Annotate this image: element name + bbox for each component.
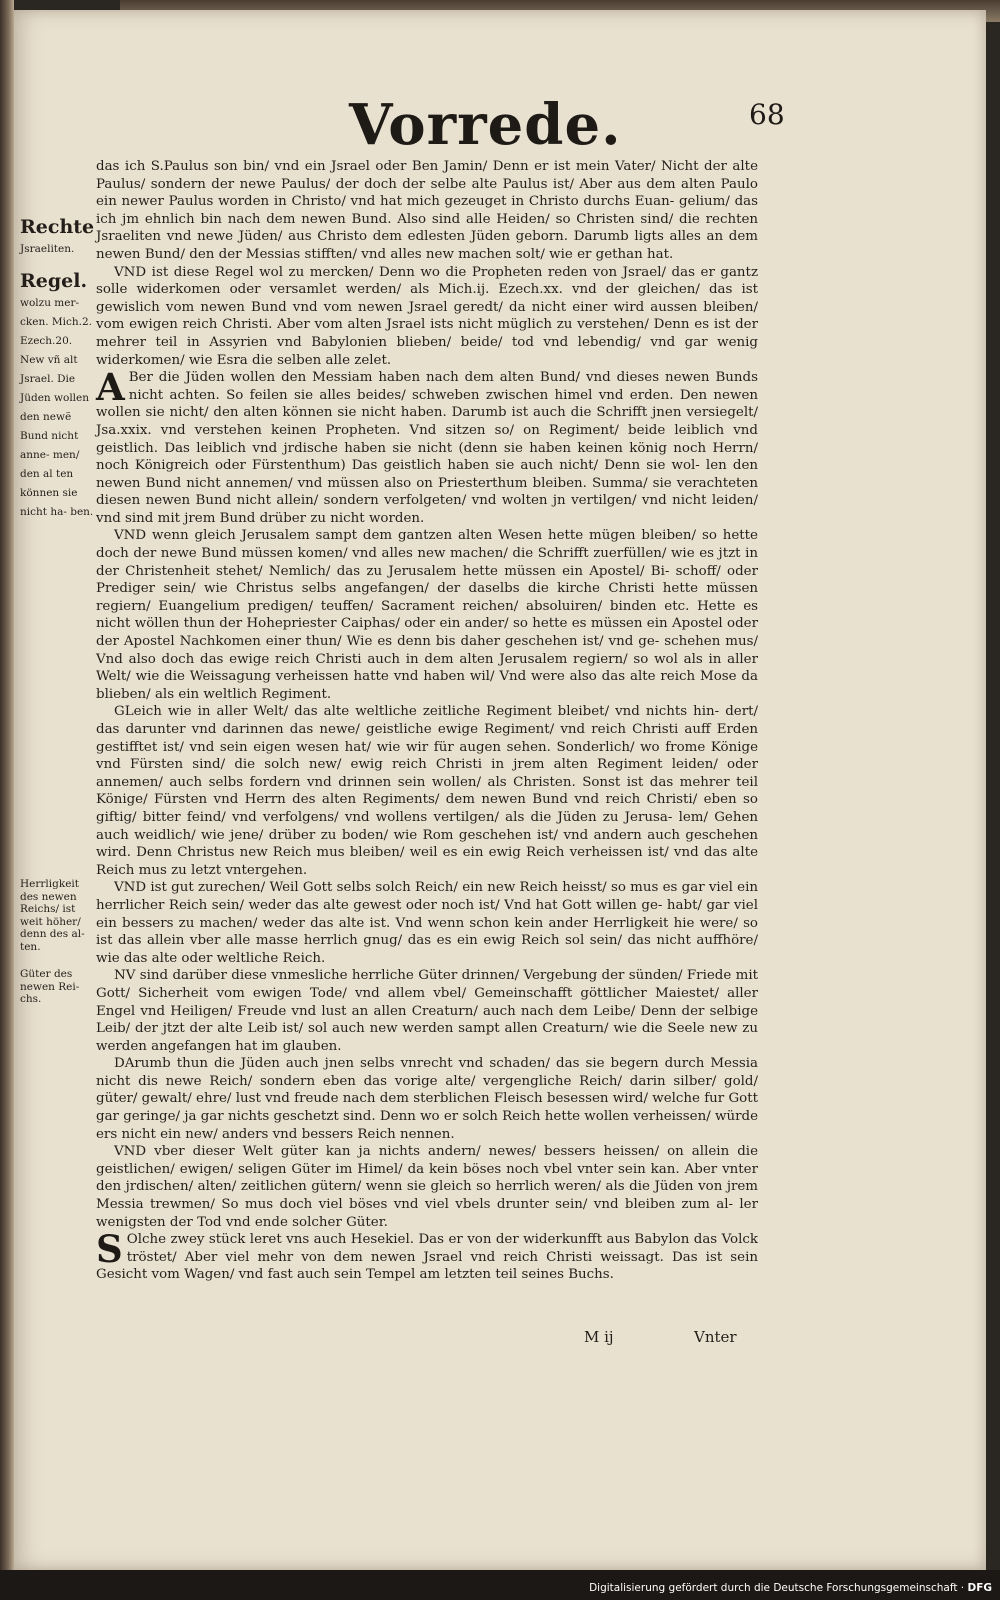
paragraph-text: Ber die Jüden wollen den Messiam haben nach dem alten Bund/ vnd dieses newen Bunds nicht achten. So feilen sie alles beides/ schweben zwischen himel vnd erden. Den newen wollen sie nicht/ den alten können sie nicht haben. Darumb ist auch die Schrifft jnen versiegelt/ Jsa.xxix. vnd verstehen keinen Propheten. Vnd sitzen so/ on Regiment/ beide leiblich vnd geistlich. Das leiblich vnd jrdische haben sie nicht (denn sie haben keinen könig noch Herrn/ noch Königreich oder Fürstenthum) Das geistlich haben sie auch nicht/ Denn sie wol- len den newen Bund nicht annemen/ vnd müssen also on Priesterthum bleiben. Summa/ sie verachteten diesen newen Bund nicht allein/ sondern verfolgeten/ vnd wolten jn vertilgen/ vnd nicht leiden/ vnd sind mit jrem Bund drüber zu nicht worden. (96, 370, 758, 526)
paragraph: VND wenn gleich Jerusalem sampt dem gantzen alten Wesen hette mügen bleiben/ so hette doch der newe Bund müssen komen/ vnd alles new machen/ die Schrifft zuerfüllen/ wie es jtzt in der Christenheit stehet/ Nemlich/ das zu Jerusalem hette müssen ein Apostel/ Bi- schoff/ oder Prediger sein/ wie Christus selbs angefangen/ der daselbs die kirche Christi hette müssen regiern/ Euangelium predigen/ teuffen/ Sacrament reichen/ absoluiren/ binden etc. Hette es nicht wöllen thun der Hohepriester Caiphas/ oder ein ander/ so hette es müssen ein Apostel oder der Apostel Nachkomen einer thun/ Wie es denn bis daher geschehen ist/ vnd ge- schehen mus/ Vnd also doch das ewige reich Christi auch in dem alten Jerusalem regiern/ so wol als in aller Welt/ wie die Weissagung verheissen hatte vnd haben wil/ Vnd were also das alte reich Mose da blieben/ als ein weltlich Regiment. (96, 528, 758, 702)
digitization-credit (589, 1582, 992, 1594)
drop-initial: A (96, 365, 125, 410)
margin-note-regel (20, 272, 96, 519)
page-header (14, 88, 986, 168)
paragraph-text: Olche zwey stück leret vns auch Hesekiel. Das er von der widerkunfft aus Babylon das Volck tröstet/ Aber viel mehr von dem newen Jsrael vnd reich Christi weissagt. Das ist sein Gesicht vom Wagen/ vnd fast auch sein Tempel am letzten teil seines Buchs. (96, 1232, 758, 1283)
margin-note-gueter: Güter des newen Rei- chs. (20, 968, 80, 1005)
paragraph-with-initial (96, 365, 758, 527)
margin-note-sub: Jsraeliten. (20, 243, 75, 255)
paragraph: VND vber dieser Welt güter kan ja nichts andern/ newes/ bessers heissen/ on allein die geistlichen/ ewigen/ seligen Güter im Himel/ da kein böses noch vbel vnter sein kan. Aber vnter den jrdischen/ alten/ zeitlichen gütern/ wenn sie gleich so herrlich weren/ als die Jüden von jrem Messia trewmen/ So mus doch viel böses vnd viel vbels drunter sein/ vnd bleiben zum al- ler wenigsten der Tod vnd ende solcher Güter. (96, 1144, 758, 1230)
page-number: 68 (749, 98, 785, 131)
credit-text: Digitalisierung gefördert durch die Deutsche Forschungsgemeinschaft · (589, 1582, 968, 1594)
margin-note-rechte (20, 218, 96, 256)
page-title: Vorrede. (349, 92, 622, 158)
paragraph-with-initial (96, 1227, 758, 1284)
paragraph: NV sind darüber diese vnmesliche herrliche Güter drinnen/ Vergebung der sünden/ Friede mit Gott/ Sicherheit vom ewigen Tode/ vnd allem vbel/ Gemeinschafft göttlicher Maiestet/ aller Engel vnd Heiligen/ Freude vnd lust an allen Creaturn/ auch nach dem Leibe/ Denn der selbige Leib/ der jtzt der alte Leib ist/ sol auch new werden sampt allen Creaturn/ wie die Seele new zu werden angefangen hat im glauben. (96, 968, 758, 1054)
dfg-logo: DFG (967, 1582, 992, 1594)
main-text-column (96, 158, 758, 1284)
book-spine-edge (0, 0, 14, 1600)
paragraph: DArumb thun die Jüden auch jnen selbs vnrecht vnd schaden/ das sie begern durch Messia nicht dis newe Reich/ sondern eben das vorige alte/ vergengliche Reich/ darin silber/ gold/ güter/ gewalt/ ehre/ lust vnd freude nach dem sterblichen Fleisch besessen wird/ welche fur Gott gar geringe/ ja gar nichts geschetzt sind. Denn wo er solch Reich hette wollen verheissen/ würde ers nicht ein new/ anders vnd bessers Reich nennen. (96, 1056, 758, 1142)
book-page (14, 10, 986, 1570)
paragraph: VND ist diese Regel wol zu mercken/ Denn wo die Propheten reden von Jsrael/ das er gantz solle widerkomen oder versamlet werden/ als Mich.ij. Ezech.xx. vnd der gleichen/ das ist gewislich vom newen Bund vnd vom newen Jsrael geredt/ da nicht einer wird aussen bleiben/ vom ewigen reich Christi. Aber vom alten Jsrael ists nicht müglich zu verstehen/ Denn es ist der mehrer teil in Assyrien vnd Babylonien blieben/ beide/ tod vnd lebendig/ vnd gar wenig widerkomen/ wie Esra die selben alle zelet. (96, 264, 758, 368)
catchword: Vnter (694, 1328, 737, 1346)
paragraph: VND ist gut zurechen/ Weil Gott selbs solch Reich/ ein new Reich heisst/ so mus es gar viel ein herrlicher Reich sein/ weder das alte gewest oder noch ist/ Vnd hat Gott willen ge- habt/ gar viel ein bessers zu machen/ weder das alte ist. Vnd wenn schon kein ander Herrligkeit hie were/ so ist das allein vber alle masse herrlich gnug/ das es ein ewig Reich sol sein/ das nicht auffhöre/ wie das alte oder weltliche Reich. (96, 880, 758, 966)
margin-note-sub: wolzu mer- cken. Mich.2. Ezech.20. New vñ alt Jsrael. Die Jüden wollen den newẽ Bund nicht anne- men/ den al ten können sie nicht ha- ben. (20, 297, 94, 518)
margin-note-heading: Rechte (20, 216, 95, 238)
signature-mark: M ij (584, 1328, 614, 1346)
drop-initial: S (96, 1227, 123, 1272)
margin-note-heading: Regel. (20, 270, 88, 292)
paragraph: das ich S.Paulus son bin/ vnd ein Jsrael oder Ben Jamin/ Denn er ist mein Vater/ Nicht der alte Paulus/ sondern der newe Paulus/ der doch der selbe alte Paulus ist/ Aber aus dem alten Paulo ein newer Paulus worden in Christo/ vnd hat mich gezeuget in Christo durchs Euan- gelium/ das ich jm ehnlich bin nach dem newen Bund. Also sind alle Heiden/ so Christen sind/ die rechten Jsraeliten vnd newe Jüden/ aus Christo dem edlesten Jüden geborn. Darumb ligts alles an dem newen Bund/ den der Messias stifften/ vnd alles new machen solt/ wie er gethan hat. (96, 159, 758, 262)
paragraph: GLeich wie in aller Welt/ das alte weltliche zeitliche Regiment bleibet/ vnd nichts hin- dert/ das darunter vnd darinnen das newe/ geistliche ewige Regiment/ vnd reich Christi auff Erden gestifftet ist/ vnd sein eigen wesen hat/ wie wir für augen sehen. Sonderlich/ wo frome Könige vnd Fürsten sind/ die solch new/ ewig reich Christi in jrem alten Regiment leiden/ oder annemen/ auch selbs fordern vnd drinnen sein wollen/ als Christen. Sonst ist das mehrer teil Könige/ Fürsten vnd Herrn des alten Regiments/ dem newen Bund vnd reich Christi/ eben so giftig/ bitter feind/ vnd verfolgens/ vnd wollens vertilgen/ als die Jüden zu Jerusa- lem/ Gehen auch weidlich/ wie jene/ drüber zu boden/ wie Rom geschehen ist/ vnd andern auch geschehen wird. Denn Christus new Reich mus bleiben/ weil es ein ewig Reich verheissen ist/ vnd das alte Reich mus zu letzt vntergehen. (96, 704, 758, 878)
margin-note-herrligkeit: Herrligkeit des newen Reichs/ ist weit höher/ denn des al- ten. (20, 878, 85, 953)
